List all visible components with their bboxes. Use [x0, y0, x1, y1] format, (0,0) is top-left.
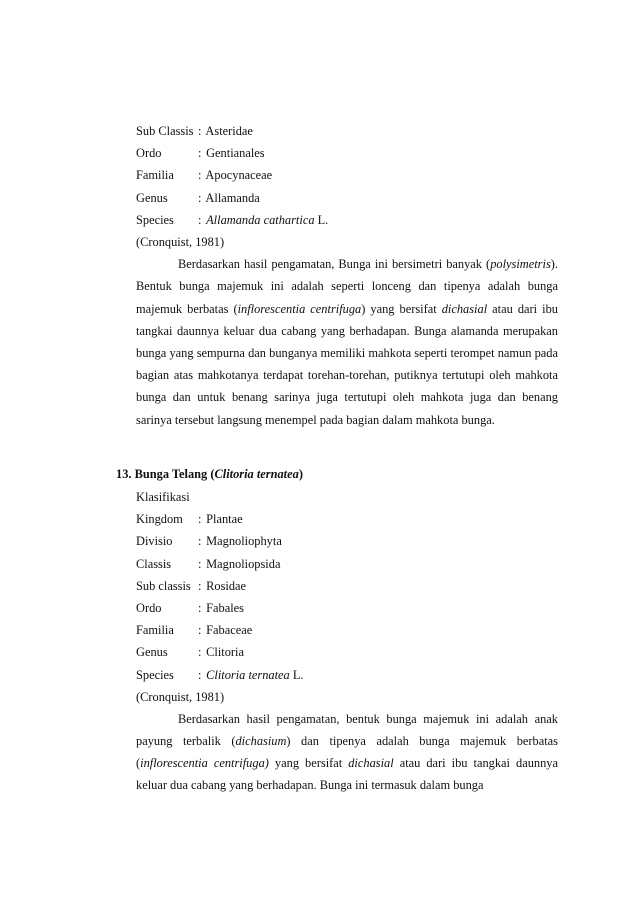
taxonomy-row: Genus : Allamanda: [136, 187, 558, 209]
taxonomy-value: Clitoria: [206, 645, 244, 660]
taxonomy-key: Genus: [136, 190, 168, 205]
taxonomy-value: Gentianales: [206, 146, 265, 161]
clitoria-classification: [136, 486, 558, 797]
taxonomy-value: Fabaceae: [206, 623, 253, 638]
taxonomy-row: Species : Clitoria ternatea L.: [136, 664, 558, 686]
taxonomy-key: Familia: [136, 623, 174, 638]
taxonomy-row: Sub Classis : Asteridae: [136, 120, 558, 142]
taxonomy-row: Divisio : Magnoliophyta: [136, 530, 558, 552]
allamanda-classification: [136, 120, 558, 431]
taxonomy-key: Ordo: [136, 146, 162, 161]
description-paragraph: Berdasarkan hasil pengamatan, bentuk bunga majemuk ini adalah anak payung terbalik (dichasium) dan tipenya adalah bunga majemuk berbatas (inflorescentia centrifuga) yang bersifat dichasial atau dari ibu tangkai daunnya keluar dua cabang yang berhadapan. Bunga ini termasuk dalam bunga: [136, 711, 558, 793]
taxonomy-key: Classis: [136, 556, 172, 571]
taxonomy-row: Genus : Clitoria: [136, 641, 558, 663]
taxonomy-value: Asteridae: [205, 124, 253, 138]
taxonomy-row: Ordo : Fabales: [136, 597, 558, 619]
taxonomy-key: Species: [136, 667, 174, 682]
taxonomy-key: Sub Classis: [136, 124, 194, 138]
citation: (Cronquist, 1981): [136, 234, 225, 249]
citation: (Cronquist, 1981): [136, 689, 225, 704]
taxonomy-key: Familia: [136, 168, 174, 183]
taxonomy-key: Ordo: [136, 600, 162, 615]
taxonomy-value: Magnoliophyta: [206, 534, 282, 549]
taxonomy-key: Divisio: [136, 534, 173, 549]
klasifikasi-label: Klasifikasi: [136, 490, 190, 504]
taxonomy-value: Plantae: [206, 512, 243, 527]
taxonomy-key: Species: [136, 212, 174, 227]
taxonomy-key: Genus: [136, 645, 168, 660]
taxonomy-value: Magnoliopsida: [206, 556, 281, 571]
taxonomy-row: Species : Allamanda cathartica L.: [136, 209, 558, 231]
taxonomy-row: Familia : Apocynaceae: [136, 164, 558, 186]
taxonomy-value: Fabales: [206, 600, 244, 615]
species-author: L.: [289, 667, 304, 682]
taxonomy-key: Sub classis: [136, 578, 191, 593]
species-name: Clitoria ternatea: [206, 667, 290, 682]
taxonomy-row: Familia : Fabaceae: [136, 619, 558, 641]
taxonomy-value: Apocynaceae: [205, 168, 273, 183]
section-heading: 13. Bunga Telang (Clitoria ternatea): [116, 467, 303, 481]
taxonomy-row: Sub classis : Rosidae: [136, 575, 558, 597]
description-paragraph: Berdasarkan hasil pengamatan, Bunga ini bersimetri banyak (polysimetris). Bentuk bunga majemuk ini adalah seperti lonceng dan tipenya adalah bunga majemuk berbatas (inflorescentia centrifuga) yang bersifat dichasial atau dari ibu tangkai daunnya keluar dua cabang yang berhadapan. Bunga alamanda merupakan bunga yang sempurna dan bunganya memiliki mahkota seperti terompet namun pada bagian atas mahkotanya terdapat torehan-torehan, putiknya tertutupi oleh mahkota bunga dan untuk benang sarinya juga tertutupi oleh mahkota juga dan benang sarinya tersebut langsung menempel pada bagian dalam mahkota bunga.: [136, 257, 558, 427]
taxonomy-key: Kingdom: [136, 512, 183, 527]
species-author: L.: [314, 212, 329, 227]
taxonomy-row: Ordo : Gentianales: [136, 142, 558, 164]
taxonomy-value: Rosidae: [206, 578, 247, 593]
species-name: Allamanda cathartica: [206, 212, 315, 227]
taxonomy-row: Kingdom : Plantae: [136, 508, 558, 530]
taxonomy-value: Allamanda: [205, 190, 260, 205]
heading-species: Clitoria ternatea: [214, 467, 299, 481]
taxonomy-row: Classis : Magnoliopsida: [136, 553, 558, 575]
